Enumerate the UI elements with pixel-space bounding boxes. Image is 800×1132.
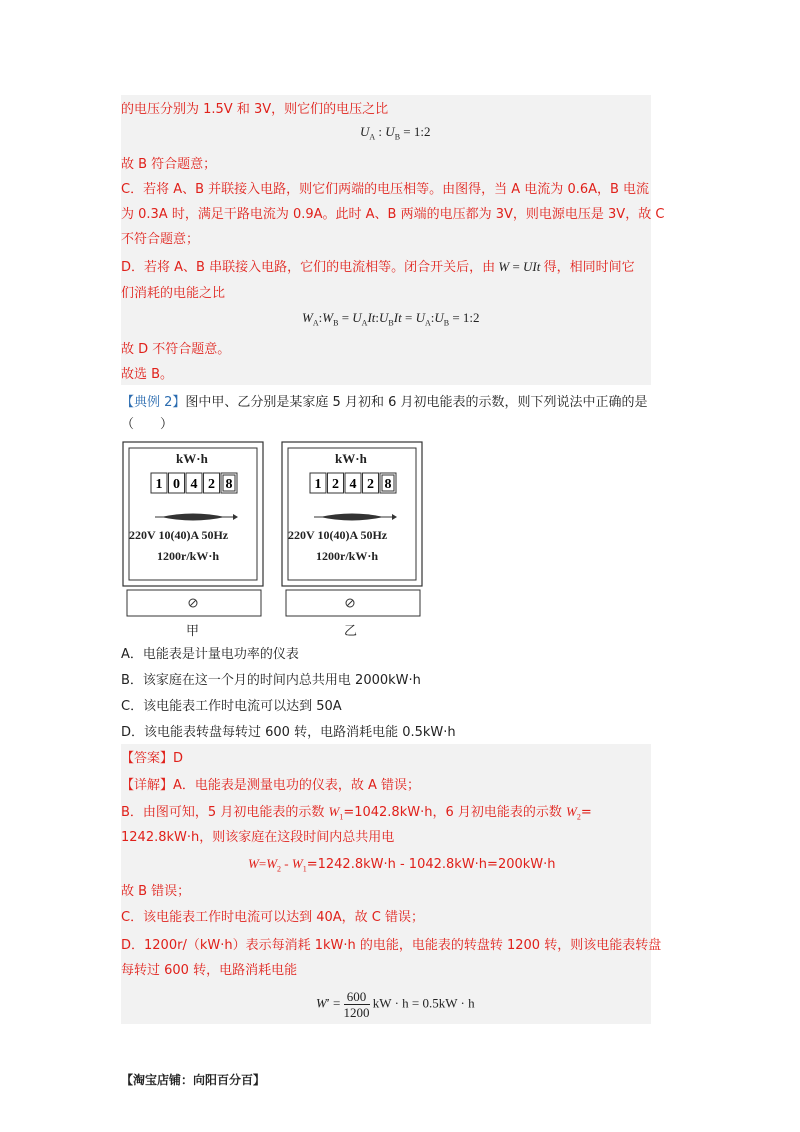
example-paren: （ ） bbox=[121, 417, 174, 432]
meter-digit: 0 bbox=[173, 477, 180, 492]
meter-digit: 4 bbox=[349, 477, 357, 492]
option-a: A．电能表是计量电功率的仪表 bbox=[121, 647, 299, 662]
equation-total-energy: $W=W_2 - W_1=1242.8kW\cdot h - 1042.8kW\cdot h=200kW\cdot h$ bbox=[248, 856, 556, 874]
equation-energy-ratio: $W_A:W_B$ = $U_AIt:U_BIt$ = $U_A:U_B$ = 1:2 bbox=[302, 310, 480, 328]
text-line: 为 0.3A 时，满足干路电流为 0.9A。此时 A、B 两端的电压都为 3V，则电源电压是 3V，故 C bbox=[121, 207, 665, 222]
text-line: 故 D 不符合题意。 bbox=[121, 342, 231, 357]
meter-unit: kW·h bbox=[335, 451, 367, 466]
meter-digit: 8 bbox=[225, 477, 233, 492]
meter-digit: 1 bbox=[314, 477, 322, 492]
text-line: D．若将 A、B 串联接入电路，它们的电流相等。闭合开关后，由 W = UIt 得，相同时间它 bbox=[121, 259, 635, 275]
meter-caption: 甲 bbox=[186, 623, 200, 638]
text-line: 故 B 符合题意； bbox=[121, 157, 217, 172]
meter-digit: 1 bbox=[155, 477, 163, 492]
meter-rate: 1200r/kW·h bbox=[316, 549, 379, 563]
text-line: 的电压分别为 1.5V 和 3V，则它们的电压之比 bbox=[121, 102, 389, 117]
option-d: D．该电能表转盘每转过 600 转，电路消耗电能 0.5kW·h bbox=[121, 725, 456, 740]
meter-digit: 8 bbox=[384, 477, 392, 492]
text-line: 们消耗的电能之比 bbox=[121, 286, 226, 301]
answer-label: 【答案】D bbox=[121, 751, 184, 766]
option-c: C．该电能表工作时电流可以达到 50A bbox=[121, 699, 342, 714]
option-b: B．该家庭在这一个月的时间内总共用电 2000kW·h bbox=[121, 673, 421, 688]
meter-caption: 乙 bbox=[344, 623, 358, 638]
text-line: 1242.8kW·h，则该家庭在这段时间内总共用电 bbox=[121, 830, 395, 845]
text-line: 不符合题意； bbox=[121, 232, 200, 247]
equation-energy-600: W′ = $\frac{600}{1200}$ kW · h = 0.5kW · h bbox=[316, 989, 475, 1020]
meter-digit: 2 bbox=[208, 477, 215, 492]
meter-unit: kW·h bbox=[176, 451, 208, 466]
meter-spec: 220V 10(40)A 50Hz bbox=[129, 528, 229, 542]
equation-voltage-ratio: $U_A$ : $U_B$ = 1:2 bbox=[360, 124, 431, 142]
text-line: C．该电能表工作时电流可以达到 40A，故 C 错误； bbox=[121, 910, 424, 925]
meter-digit: 2 bbox=[367, 477, 374, 492]
meter-spec: 220V 10(40)A 50Hz bbox=[288, 528, 388, 542]
meter-digit: 2 bbox=[332, 477, 339, 492]
meter-digit: 4 bbox=[190, 477, 198, 492]
text-line: 每转过 600 转，电路消耗电能 bbox=[121, 963, 298, 978]
meter-rate: 1200r/kW·h bbox=[157, 549, 220, 563]
text-line: 故选 B。 bbox=[121, 367, 174, 382]
text-line: 【详解】A．电能表是测量电功的仪表，故 A 错误； bbox=[121, 778, 421, 793]
text-line: D．1200r/（kW·h）表示每消耗 1kW·h 的电能，电能表的转盘转 1200 转，则该电能表转盘 bbox=[121, 938, 662, 953]
text-line: B．由图可知，5 月初电能表的示数 $W_1=1042.8kW\cdot h$，6 月初电能表的示数 $W_2=$ bbox=[121, 804, 592, 822]
footer-shop: 【淘宝店铺：向阳百分百】 bbox=[121, 1073, 266, 1087]
text-line: 故 B 错误； bbox=[121, 884, 191, 899]
text-line: C．若将 A、B 并联接入电路，则它们两端的电压相等。由图得，当 A 电流为 0.6A，B 电流 bbox=[121, 182, 650, 197]
example-question: 【典例 2】图中甲、乙分别是某家庭 5 月初和 6 月初电能表的示数，则下列说法中正确的是 bbox=[121, 395, 648, 410]
